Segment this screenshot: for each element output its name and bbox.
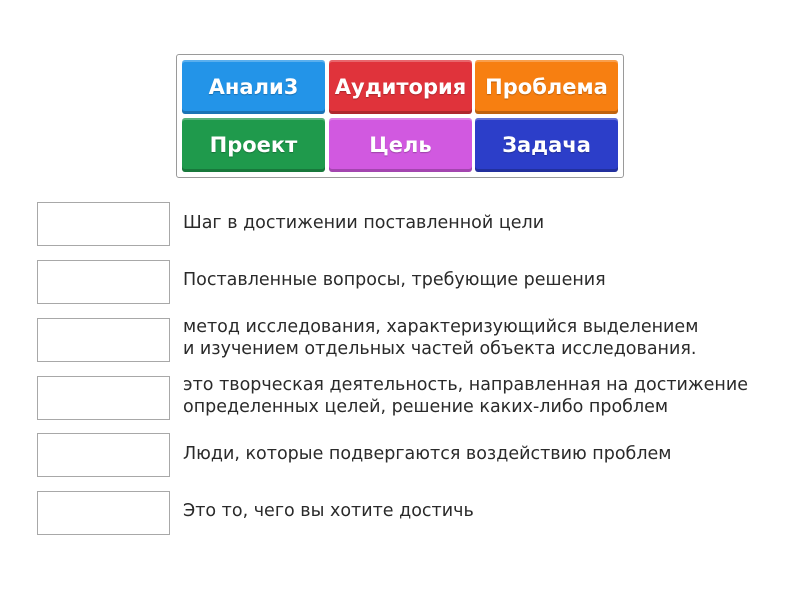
- definition-1: Шаг в достижении поставленной цели: [183, 213, 545, 233]
- drop-target-5[interactable]: [37, 433, 170, 477]
- tile-project[interactable]: Проект: [182, 118, 325, 172]
- definition-6: Это то, чего вы хотите достичь: [183, 501, 474, 521]
- drop-target-4[interactable]: [37, 376, 170, 420]
- definition-4: это творческая деятельность, направленная на достижение определенных целей, решение каких-либо проблем: [183, 375, 748, 417]
- drop-target-2[interactable]: [37, 260, 170, 304]
- tile-task[interactable]: Задача: [475, 118, 618, 172]
- tile-analysis[interactable]: Анали3: [182, 60, 325, 114]
- tile-goal[interactable]: Цель: [329, 118, 472, 172]
- drop-target-6[interactable]: [37, 491, 170, 535]
- definition-2: Поставленные вопросы, требующие решения: [183, 270, 606, 290]
- drop-target-3[interactable]: [37, 318, 170, 362]
- definition-3: метод исследования, характеризующийся выделением и изучением отдельных частей объекта исследования.: [183, 317, 699, 359]
- tile-audience[interactable]: Аудитория: [329, 60, 472, 114]
- tile-problem[interactable]: Проблема: [475, 60, 618, 114]
- definition-5: Люди, которые подвергаются воздействию проблем: [183, 444, 672, 464]
- answer-tiles-tray: [176, 54, 624, 178]
- drop-target-1[interactable]: [37, 202, 170, 246]
